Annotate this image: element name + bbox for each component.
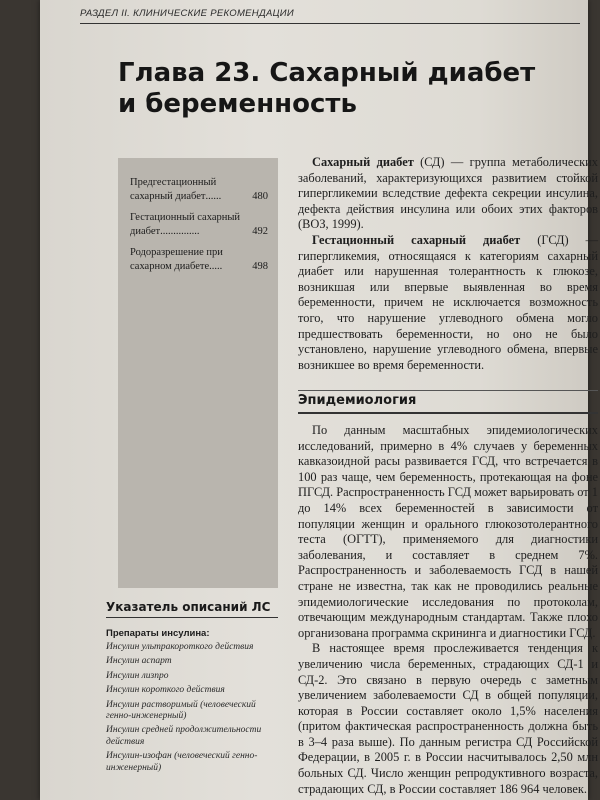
drug-index-list	[106, 642, 278, 777]
chapter-title-line2: и беременность	[118, 89, 357, 119]
toc-item	[130, 176, 268, 204]
definition-gsd	[298, 233, 598, 373]
toc-leader: ...............	[160, 226, 200, 237]
toc-leader: ......	[205, 191, 222, 202]
toc-item-title: Родоразрешение при	[130, 247, 223, 258]
toc-item-title-cont: сахарном диабете	[130, 261, 210, 272]
definitions-block	[298, 155, 598, 373]
chapter-contents-box	[118, 158, 278, 588]
toc-item	[130, 211, 268, 239]
epidemiology-paragraph: В настоящее время прослеживается тенденция к увеличению числа беременных, страдающих СД-1 и СД-2. Это связано в первую очередь с заметным увеличением заболеваемости СД в общей популяции, которая в России составляет около 1,5% населения (притом фактическая распространенность должна быть в 3–4 раза выше). По данным регистра СД Российской Федерации, в 2005 г. в России насчитывалось 2,50 млн больных СД. Число женщин репродуктивного возраста, страдающих СД, в России составляет 186 964 человек.	[298, 641, 598, 796]
drug-index-item: Инсулин лизпро	[106, 670, 169, 681]
term-sd: Сахарный диабет	[312, 155, 414, 169]
toc-item-title: Предгестационный	[130, 177, 217, 188]
toc-item-title-cont: диабет	[130, 226, 161, 237]
toc-item-title: Гестационный сахарный	[130, 212, 241, 223]
definition-sd	[298, 155, 598, 233]
running-head: РАЗДЕЛ II. КЛИНИЧЕСКИЕ РЕКОМЕНДАЦИИ	[80, 8, 580, 24]
epidemiology-text	[298, 423, 598, 797]
term-gsd: Гестационный сахарный диабет	[312, 232, 521, 247]
toc-leader: .....	[209, 261, 223, 272]
drug-index-item: Инсулин-изофан (человеческий генно-инженерный)	[106, 751, 258, 773]
toc-item-page: 480	[252, 191, 268, 202]
toc-item-page: 498	[252, 261, 268, 272]
chapter-title-line1: Глава 23. Сахарный диабет	[118, 58, 536, 88]
drug-index-item: Инсулин короткого действия	[106, 685, 225, 696]
toc-item	[130, 246, 268, 274]
toc-item-page: 492	[252, 226, 268, 237]
epidemiology-paragraph: По данным масштабных эпидемиологических исследований, примерно в 4% случаев у беременных кавказоидной расы развивается ГСД, что встречается в 100 раз чаще, чем беременность, протекающая на фоне ПГСД. Распространенность ГСД может варьировать от 1 до 14% всех беременностей в зависимости от популяции женщин и орального глюкозотолерантного теста (ОГТТ), применяемого для диагностики заболевания, и составляет в среднем 7%. Распространенность и заболеваемость ГСД в нашей стране не известна, так как не проводились реальные эпидемиологические исследования по протоколам, отвечающим международным стандартам. Также плохо организована программа скрининга и диагностики ГСД.	[298, 423, 598, 640]
book-page	[40, 0, 599, 800]
definition-sd-text: (СД) — группа метаболических заболеваний, характеризующихся развитием стойкой гипергликемии вследствие дефекта секреции инсулина, дефекта действия инсулина или обоих этих факторов (ВОЗ, 1999).	[298, 155, 598, 232]
drug-index-item: Инсулин ультракороткого действия	[106, 642, 254, 652]
drug-index-heading: Указатель описаний ЛС	[106, 600, 278, 618]
drug-index-item: Инсулин растворимый (человеческий генно-инженерный)	[106, 699, 256, 722]
section-heading-epidemiology: Эпидемиология	[298, 390, 598, 414]
drug-index-item: Инсулин средней продолжительности действия	[106, 725, 262, 747]
drug-index-item: Инсулин аспарт	[106, 656, 172, 667]
chapter-contents-list	[118, 158, 278, 274]
definition-gsd-text: (ГСД) — гипергликемия, относящаяся к категориям сахарный диабет или нарушенная толерантность к глюкозе, возникшая или впервые выявленная во время беременности, причем не исключается возможность того, что нарушение углеводного обмена могло предшествовать беременности, но оно не было установлено, нарушение углеводного обмена, впервые возникшее во время беременности.	[298, 232, 599, 372]
toc-item-title-cont: сахарный диабет	[130, 191, 206, 202]
chapter-title	[118, 58, 588, 120]
drug-index-subheading: Препараты инсулина:	[106, 628, 210, 639]
